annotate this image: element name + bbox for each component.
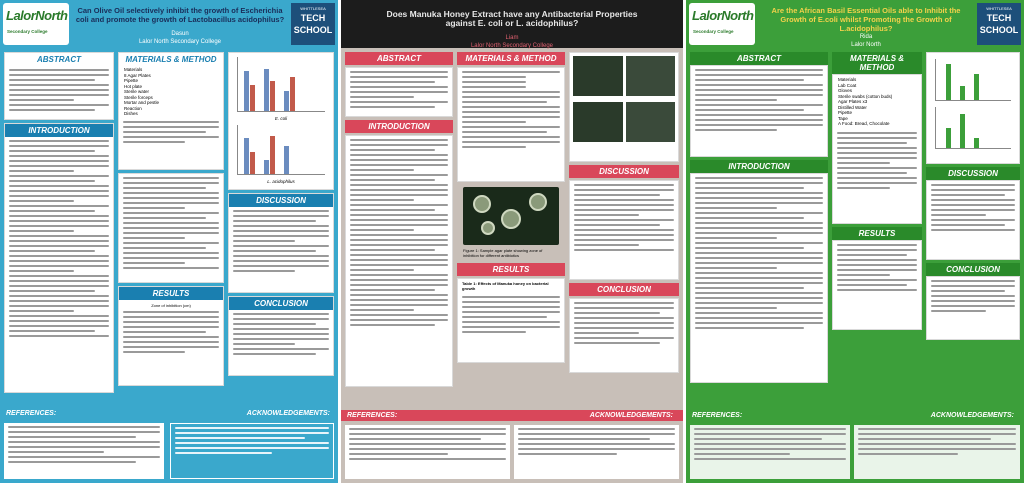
tech-school-logo: WHITTLESEA TECH SCHOOL bbox=[977, 3, 1021, 45]
acknowledgements-box bbox=[170, 423, 334, 479]
left-column bbox=[690, 52, 828, 386]
conclusion-heading: CONCLUSION bbox=[926, 263, 1020, 276]
introduction-heading: INTRODUCTION bbox=[690, 160, 828, 173]
middle-column bbox=[118, 52, 224, 389]
petri-figure bbox=[457, 185, 565, 260]
discussion-heading: DISCUSSION bbox=[229, 194, 333, 207]
introduction-heading: INTRODUCTION bbox=[345, 120, 453, 133]
school-logo: LalorNorth Secondary College bbox=[3, 3, 69, 45]
left-column bbox=[4, 52, 114, 396]
results-chart-1 bbox=[935, 59, 1011, 101]
tech-school-logo: WHITTLESEA TECH SCHOOL bbox=[291, 3, 335, 45]
materials-box bbox=[457, 67, 565, 182]
references-ribbon: REFERENCES: ACKNOWLEDGEMENTS: bbox=[692, 412, 1014, 419]
discussion-box bbox=[569, 180, 679, 280]
e-coli-chart bbox=[237, 57, 325, 112]
conclusion-box bbox=[569, 298, 679, 373]
abstract-box bbox=[345, 67, 453, 117]
poster-header bbox=[341, 0, 683, 48]
poster-header bbox=[686, 0, 1024, 48]
acknowledgements-box bbox=[854, 425, 1020, 479]
right-column bbox=[228, 52, 334, 379]
materials-heading: MATERIALS & METHOD bbox=[125, 55, 217, 64]
figure-caption: Figure 1: Sample agar plate showing zone of inhibition for different antibiotics bbox=[463, 248, 543, 258]
chart-label-l-acidophilus: L. acidophilus bbox=[267, 179, 295, 184]
conclusion-heading: CONCLUSION bbox=[569, 283, 679, 296]
results-heading: RESULTS bbox=[119, 287, 223, 300]
poster-header bbox=[0, 0, 338, 48]
charts-box bbox=[926, 52, 1020, 164]
abstract-heading: ABSTRACT bbox=[37, 55, 81, 64]
abstract-heading: ABSTRACT bbox=[690, 52, 828, 65]
acknowledgements-box bbox=[514, 425, 679, 479]
school-logo: LalorNorth Secondary College bbox=[689, 3, 755, 45]
materials-box bbox=[118, 52, 224, 170]
references-box bbox=[690, 425, 850, 479]
results-box bbox=[832, 240, 922, 330]
poster-author: Dasun Lalor North Secondary College bbox=[138, 31, 222, 45]
poster-title: Does Manuka Honey Extract have any Antibacterial Properties against E. coli or L. acidophilus? bbox=[386, 9, 638, 28]
chart-label-e-coli: E. coli bbox=[274, 116, 288, 121]
results-box bbox=[118, 286, 224, 386]
materials-box bbox=[832, 74, 922, 224]
conclusion-heading: CONCLUSION bbox=[229, 297, 333, 310]
references-heading: REFERENCES: ACKNOWLEDGEMENTS: bbox=[6, 410, 330, 417]
abstract-box bbox=[4, 52, 114, 120]
poster-author: Liam Lalor North Secondary College bbox=[470, 35, 554, 49]
results-heading: RESULTS bbox=[457, 263, 565, 276]
conclusion-box bbox=[926, 276, 1020, 340]
introduction-heading: INTRODUCTION bbox=[5, 124, 113, 137]
materials-list: Materials Lab Coat Gloves Sterile swabs (cotton buds) Agar Plates x3 Distilled Water Pipette Tape A Food: Bread, Chocolate bbox=[838, 77, 893, 126]
poster-author: Rida Lalor North bbox=[851, 34, 881, 48]
method-box bbox=[118, 173, 224, 283]
agar-plate-image bbox=[463, 187, 559, 245]
discussion-heading: DISCUSSION bbox=[926, 167, 1020, 180]
poster-olive-oil bbox=[0, 0, 338, 483]
right-column bbox=[926, 52, 1020, 343]
charts-box bbox=[228, 52, 334, 190]
abstract-heading: ABSTRACT bbox=[345, 52, 453, 65]
references-box bbox=[4, 423, 164, 479]
abstract-box bbox=[690, 65, 828, 157]
l-acidophilus-chart bbox=[237, 125, 325, 175]
conclusion-box bbox=[228, 296, 334, 376]
references-box bbox=[345, 425, 510, 479]
poster-african-basil bbox=[686, 0, 1024, 483]
poster-manuka-honey bbox=[341, 0, 683, 483]
discussion-box bbox=[228, 193, 334, 293]
results-chart-2 bbox=[935, 107, 1011, 149]
results-images-box bbox=[569, 52, 679, 162]
right-column bbox=[569, 52, 679, 376]
poster-title: Are the African Basil Essential Oils able to Inhibit the Growth of E.coli whilst Promoting the Growth of L.acidophilus? bbox=[771, 6, 961, 33]
introduction-box bbox=[4, 123, 114, 393]
materials-heading: MATERIALS & METHOD bbox=[832, 52, 922, 74]
middle-column bbox=[457, 52, 565, 366]
introduction-box bbox=[690, 173, 828, 383]
left-column bbox=[345, 52, 453, 390]
introduction-box bbox=[345, 135, 453, 387]
materials-heading: MATERIALS & METHOD bbox=[457, 52, 565, 65]
poster-title: Can Olive Oil selectively inhibit the growth of Escherichia coli and promote the growth of Lactobacillus acidophilus? bbox=[75, 6, 285, 24]
materials-list: Materials 8 Agar Plates Pipette Hot plate Sterile water Sterile forceps Mortar and pestle Reaction Dishes bbox=[124, 67, 160, 116]
results-box bbox=[457, 278, 565, 363]
middle-column bbox=[832, 52, 922, 333]
discussion-box bbox=[926, 180, 1020, 260]
table-caption: Table 1: Effects of Manuka honey on bacterial growth bbox=[462, 281, 549, 291]
references-ribbon: REFERENCES: ACKNOWLEDGEMENTS: bbox=[341, 410, 683, 421]
discussion-heading: DISCUSSION bbox=[569, 165, 679, 178]
results-table-header: Zone of inhibition (cm) bbox=[151, 303, 191, 308]
results-heading: RESULTS bbox=[832, 227, 922, 240]
